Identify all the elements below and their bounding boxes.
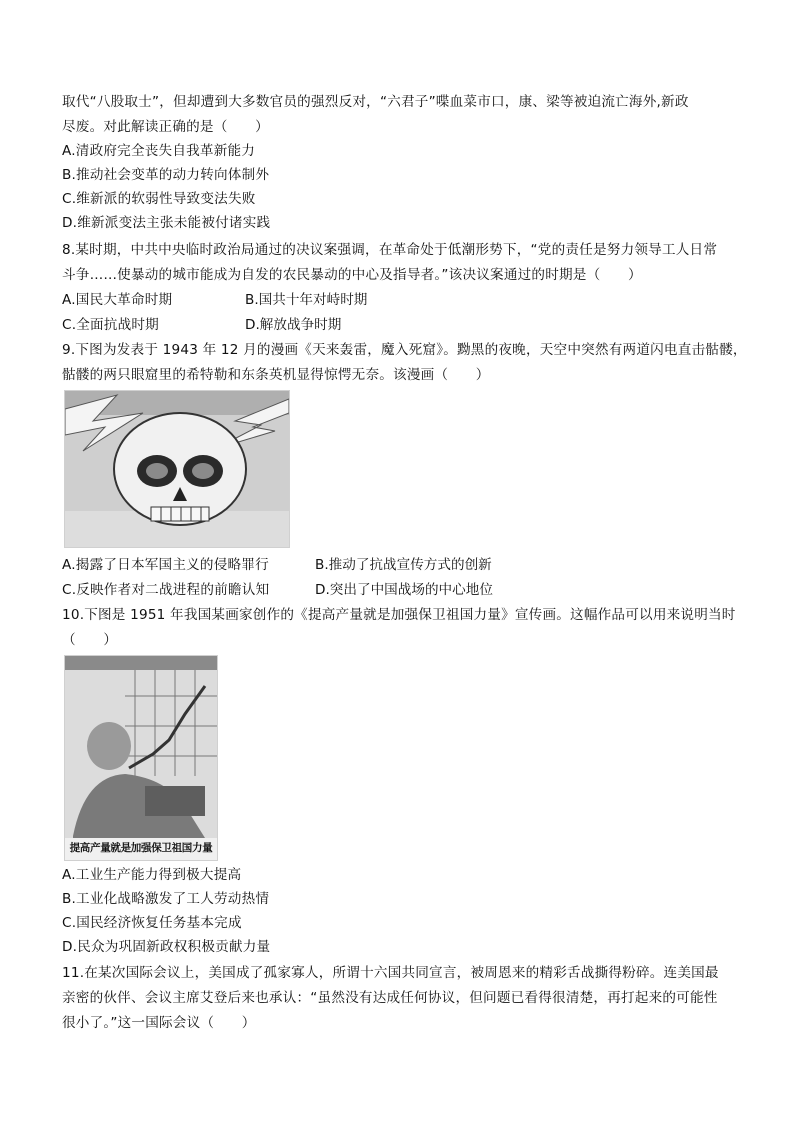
q10-option-a: A.工业生产能力得到极大提高 [62, 867, 242, 883]
q7-option-c: C.维新派的软弱性导致变法失败 [62, 191, 256, 207]
q11-stem-line1: 11.在某次国际会议上，美国成了孤家寡人，所谓十六国共同宣言，被周恩来的精彩舌战撕得粉碎。连美国最 [62, 965, 719, 981]
q8-option-d: D.解放战争时期 [245, 317, 342, 333]
q7-stem-line1: 取代“八股取士”，但却遭到大多数官员的强烈反对，“六君子”喋血菜市口，康、梁等被迫流亡海外,新政 [62, 94, 689, 110]
q9-stem-line2: 骷髅的两只眼窟里的希特勒和东条英机显得惊愕无奈。该漫画（ ） [62, 367, 490, 383]
q9-option-b: B.推动了抗战宣传方式的创新 [315, 557, 492, 573]
q10-stem-line2: （ ） [62, 632, 118, 648]
q9-stem-line1: 9.下图为发表于 1943 年 12 月的漫画《天来轰雷，魔入死窟》。黝黑的夜晚，天空中突然有两道闪电直击骷髅， [62, 342, 747, 358]
q9-option-a: A.揭露了日本军国主义的侵略罪行 [62, 557, 269, 573]
q7-stem-line2: 尽废。对此解读正确的是（ ） [62, 119, 269, 135]
production-poster-drawing [65, 656, 217, 860]
q8-option-c: C.全面抗战时期 [62, 317, 159, 333]
poster-caption: 提高产量就是加强保卫祖国力量 [69, 842, 213, 854]
q10-option-d: D.民众为巩固新政权积极贡献力量 [62, 939, 271, 955]
skull-cartoon-drawing [65, 391, 289, 547]
q8-stem-line1: 8.某时期，中共中央临时政治局通过的决议案强调，在革命处于低潮形势下，“党的责任是努力领导工人日常 [62, 242, 718, 258]
q8-stem-line2: 斗争……使暴动的城市能成为自发的农民暴动的中心及指导者。”该决议案通过的时期是（ ） [62, 267, 642, 283]
q9-option-d: D.突出了中国战场的中心地位 [315, 582, 493, 598]
q8-option-a: A.国民大革命时期 [62, 292, 173, 308]
q11-stem-line3: 很小了。”这一国际会议（ ） [62, 1015, 256, 1031]
q7-option-a: A.清政府完全丧失自我革新能力 [62, 143, 256, 159]
q8-option-b: B.国共十年对峙时期 [245, 292, 368, 308]
q10-stem-line1: 10.下图是 1951 年我国某画家创作的《提高产量就是加强保卫祖国力量》宣传画。这幅作品可以用来说明当时 [62, 607, 736, 623]
production-poster-image [64, 655, 218, 861]
q10-option-b: B.工业化战略激发了工人劳动热情 [62, 891, 270, 907]
q10-option-c: C.国民经济恢复任务基本完成 [62, 915, 242, 931]
q11-stem-line2: 亲密的伙伴、会议主席艾登后来也承认：“虽然没有达成任何协议，但问题已看得很清楚，再打起来的可能性 [62, 990, 718, 1006]
q9-option-c: C.反映作者对二战进程的前瞻认知 [62, 582, 270, 598]
skull-cartoon-image [64, 390, 290, 548]
q7-option-d: D.维新派变法主张未能被付诸实践 [62, 215, 271, 231]
q7-option-b: B.推动社会变革的动力转向体制外 [62, 167, 270, 183]
